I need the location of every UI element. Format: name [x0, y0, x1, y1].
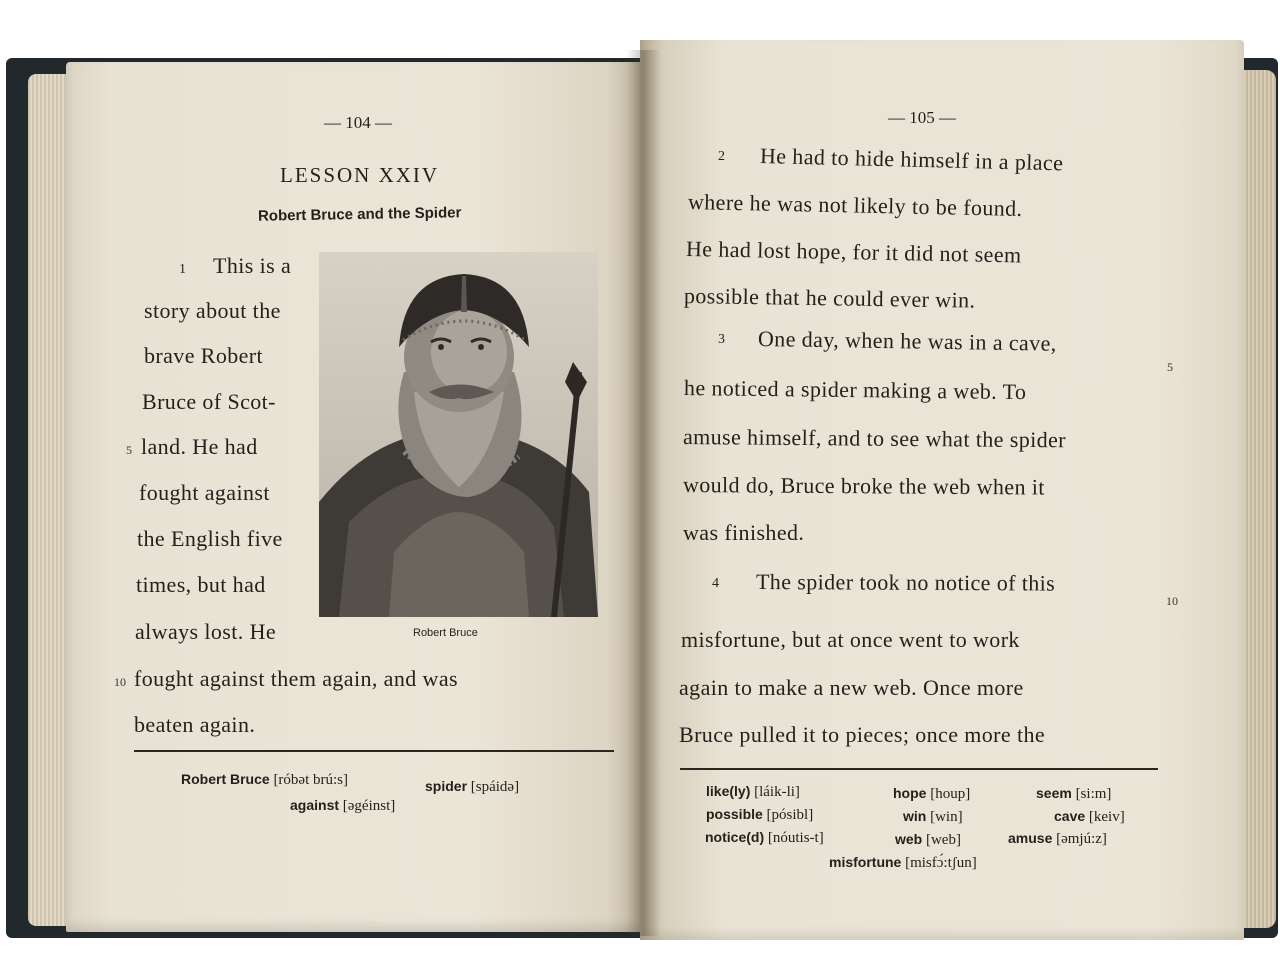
vocab-entry: spider [spáidə] [425, 778, 520, 795]
text-line: was finished. [683, 520, 805, 545]
line-marker: 5 [1167, 360, 1173, 374]
text-line: He had lost hope, for it did not seem [685, 236, 1022, 268]
image-caption: Robert Bruce [413, 627, 478, 639]
line-marker: 10 [114, 675, 126, 689]
vocab-entry: hope [houp] [893, 785, 971, 802]
vocab-entry: web [web] [895, 831, 961, 848]
paragraph-number: 2 [718, 149, 725, 164]
lesson-title: LESSON XXIV [280, 163, 440, 187]
text-line: brave Robert [144, 343, 264, 368]
text-line: He had to hide himself in a place [759, 143, 1064, 176]
vocab-entry: notice(d) [nóutis-t] [705, 829, 824, 846]
page-number-left: — 104 — [324, 113, 392, 132]
line-marker: 5 [126, 443, 132, 457]
vocab-entry: like(ly) [láik-li] [706, 783, 800, 800]
text-line: misfortune, but at once went to work [681, 627, 1020, 652]
text-line: times, but had [136, 572, 266, 597]
vocab-entry: win [win] [903, 808, 963, 825]
vocab-entry: amuse [əmjú:z] [1008, 830, 1107, 847]
portrait-illustration [319, 252, 598, 617]
text-line: always lost. He [135, 619, 277, 644]
text-line: Bruce of Scot- [142, 389, 276, 414]
footnote-rule-right [680, 768, 1158, 770]
text-line: This is a [213, 253, 292, 278]
text-line: again to make a new web. Once more [679, 675, 1024, 700]
text-line: beaten again. [134, 712, 256, 737]
robert-bruce-portrait [319, 252, 598, 617]
text-line: amuse himself, and to see what the spider [682, 424, 1067, 453]
footnote-rule-left [134, 750, 614, 752]
text-line: he noticed a spider making a web. To [683, 375, 1027, 405]
text-line: fought against [139, 480, 270, 505]
text-line: where he was not likely to be found. [687, 189, 1023, 222]
paragraph-number: 1 [179, 262, 186, 277]
vocab-entry: possible [pósibl] [706, 806, 814, 823]
text-line: story about the [144, 298, 281, 323]
text-line: possible that he could ever win. [683, 283, 976, 313]
paragraph-number: 3 [718, 332, 725, 347]
book-gutter [626, 50, 660, 936]
page-number-right: — 105 — [888, 108, 956, 127]
text-line: the English five [137, 526, 283, 551]
text-line: Bruce pulled it to pieces; once more the [679, 722, 1046, 747]
text-line: The spider took no notice of this [755, 569, 1056, 596]
text-line: One day, when he was in a cave, [757, 326, 1057, 356]
vocab-entry: seem [si:m] [1036, 785, 1112, 802]
vocab-entry: misfortune [misfɔ́:tʃun] [829, 854, 977, 871]
text-line: fought against them again, and was [134, 666, 458, 691]
paragraph-number: 4 [712, 576, 719, 591]
vocab-entry: cave [keiv] [1054, 808, 1125, 825]
text-line: land. He had [141, 434, 258, 459]
lesson-subtitle: Robert Bruce and the Spider [257, 204, 462, 225]
vocab-entry: Robert Bruce [róbət brú:s] [181, 771, 348, 788]
line-marker: 10 [1166, 594, 1178, 608]
vocab-entry: against [əgéinst] [290, 797, 396, 814]
text-line: would do, Bruce broke the web when it [682, 472, 1045, 500]
